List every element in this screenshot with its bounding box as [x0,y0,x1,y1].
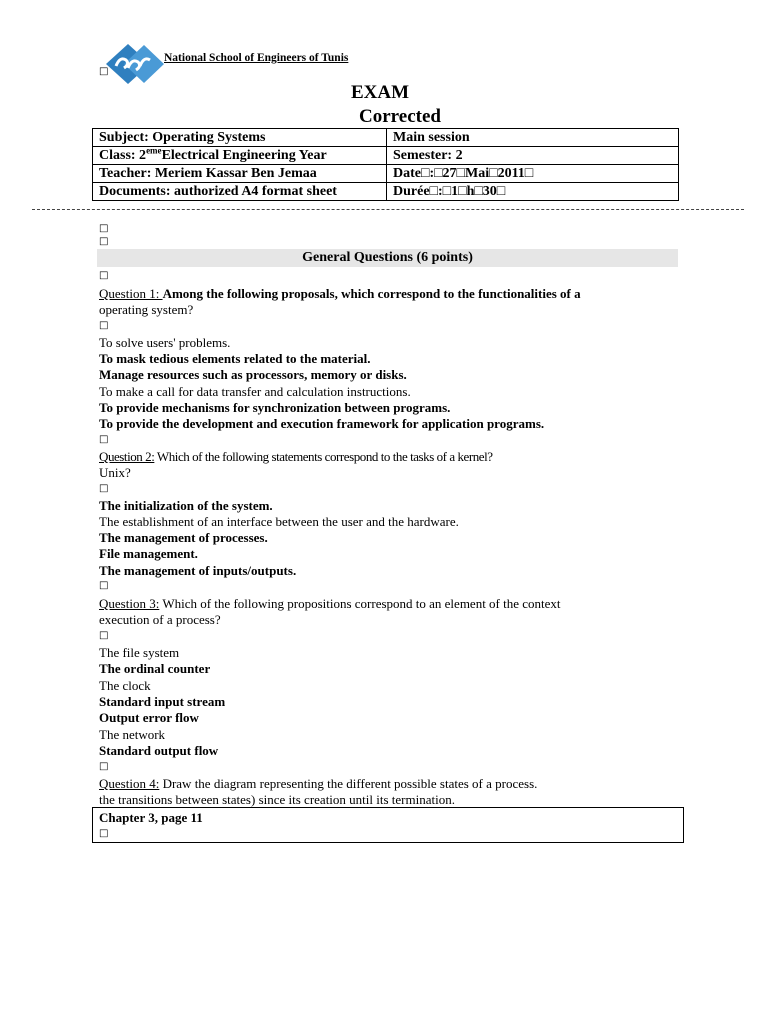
date-cell: Date□:□27□Mai□2011□ [387,165,679,183]
q1-line1 [99,286,581,302]
q3-line1 [99,596,561,612]
placeholder-glyph: □ [99,236,109,247]
q2-option-correct: The management of processes. [99,530,268,545]
table-row [93,147,679,165]
class-cell [93,147,387,165]
exam-subtitle: Corrected [359,106,441,127]
table-row [93,183,679,201]
q3-text: Which of the following propositions correspond to an element of the context [159,596,561,611]
placeholder-glyph: □ [99,483,109,494]
q4-line1 [99,776,537,792]
placeholder-glyph: □ [99,320,109,331]
q1-option-correct: To mask tedious elements related to the material. [99,351,371,366]
q2-text: Which of the following statements correspond to the tasks of a kernel? [154,449,493,464]
exam-info-table [92,128,679,201]
q1-text: Among the following proposals, which correspond to the functionalities of a [162,286,581,301]
duration-cell: Durée□:□1□h□30□ [387,183,679,201]
q2-line2: Unix? [99,465,131,480]
q1-option-correct: To provide mechanisms for synchronization between programs. [99,400,451,415]
q4-label: Question 4: [99,776,160,791]
q3-option-correct: Standard input stream [99,694,226,709]
section-title: General Questions (6 points) [97,249,678,267]
q3-option-correct: Standard output flow [99,743,219,758]
subject-cell: Subject: Operating Systems [93,129,387,147]
q3-option: The clock [99,678,151,693]
semester-cell: Semester: 2 [387,147,679,165]
q1-option-correct: Manage resources such as processors, memory or disks. [99,367,407,382]
q4-line2: the transitions between states) since its creation until its termination. [99,792,455,807]
table-row [93,165,679,183]
q3-option-correct: The ordinal counter [99,661,211,676]
q4-answer: Chapter 3, page 11 [99,810,203,825]
placeholder-glyph: □ [99,223,109,234]
placeholder-glyph: □ [99,630,109,641]
placeholder-glyph: □ [99,434,109,445]
placeholder-glyph: □ [99,270,109,281]
table-row [93,129,679,147]
placeholder-glyph: □ [99,580,109,591]
q1-label: Question 1: [99,286,163,301]
class-prefix: Class: 2 [99,148,147,163]
placeholder-glyph: □ [99,66,109,77]
q1-line2: operating system? [99,302,194,317]
separator-line [32,209,744,210]
q3-option: The file system [99,645,180,660]
class-suffix: Electrical Engineering Year [161,148,327,163]
q2-option-correct: The initialization of the system. [99,498,273,513]
class-superscript: eme [146,145,162,156]
q3-option-correct: Output error flow [99,710,199,725]
school-name: National School of Engineers of Tunis [164,52,349,64]
placeholder-glyph: □ [99,761,109,772]
q4-text: Draw the diagram representing the different possible states of a process. [159,776,538,791]
q2-option-correct: The management of inputs/outputs. [99,563,297,578]
session-cell: Main session [387,129,679,147]
q3-option: The network [99,727,166,742]
q2-line1 [99,449,493,465]
placeholder-glyph: □ [99,828,109,839]
q2-label: Question 2: [99,449,155,464]
documents-cell: Documents: authorized A4 format sheet [93,183,387,201]
q3-line2: execution of a process? [99,612,221,627]
q1-option: To make a call for data transfer and calculation instructions. [99,384,411,399]
q1-option-correct: To provide the development and execution framework for application programs. [99,416,545,431]
q2-option: The establishment of an interface between the user and the hardware. [99,514,459,529]
q1-option: To solve users' problems. [99,335,231,350]
q3-label: Question 3: [99,596,160,611]
answer-box [92,807,684,843]
q2-option-correct: File management. [99,546,198,561]
school-logo [98,42,166,86]
teacher-cell: Teacher: Meriem Kassar Ben Jemaa [93,165,387,183]
exam-title: EXAM [350,82,410,103]
